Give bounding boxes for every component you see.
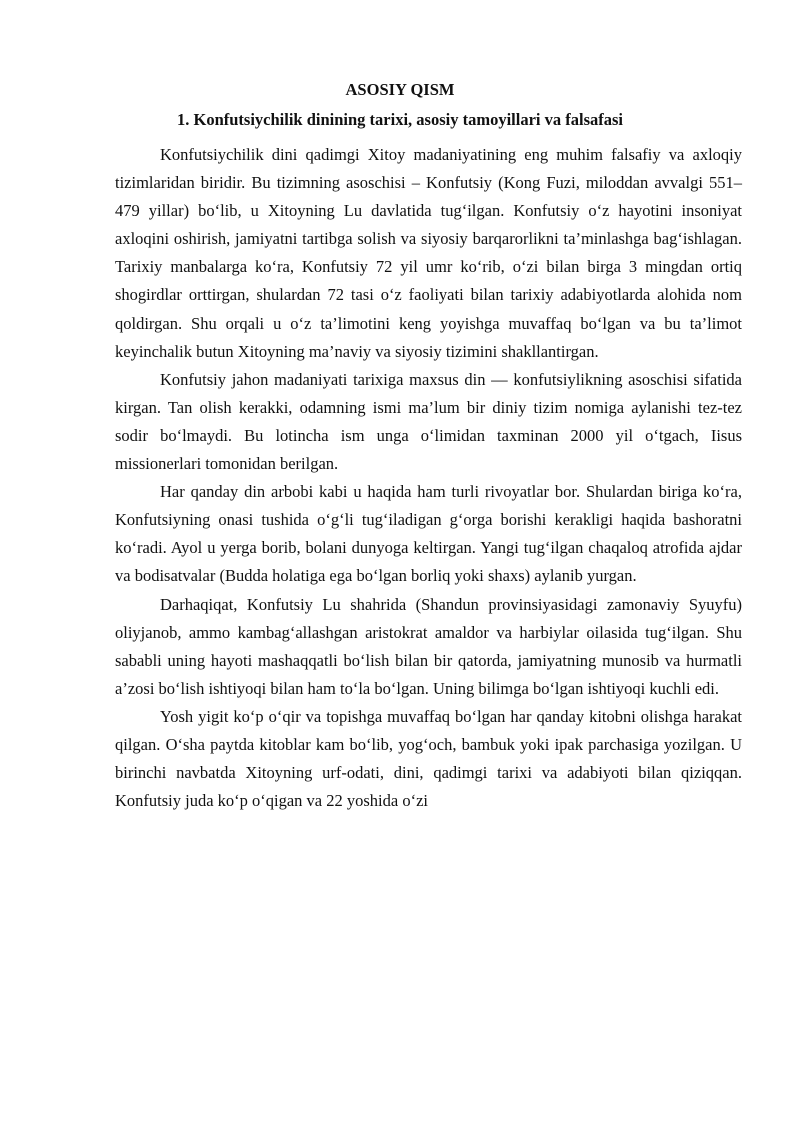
paragraph-5: Yosh yigit ko‘p o‘qir va topishga muvaffaq bo‘lgan har qanday kitobni olishga harakat qilgan. O‘sha paytda kitoblar kam bo‘lib, yog‘och, bambuk yoki ipak parchasiga yozilgan. U birinchi navbatda Xitoyning urf-odati, dini, qadimgi tarixi va adabiyoti bilan qiziqqan. Konfutsiy juda ko‘p o‘qigan va 22 yoshida o‘zi: [115, 706, 742, 811]
paragraph-3: Har qanday din arbobi kabi u haqida ham turli rivoyatlar bor. Shulardan biriga ko‘ra, Konfutsiyning onasi tushida o‘g‘li tug‘iladigan g‘orga borishi kerakligi haqida bashoratni ko‘radi. Ayol u yerga borib, bolani dunyoga keltirgan. Yangi tug‘ilgan chaqaloq atrofida ajdar va bodisatvalar (Budda holatiga ega bo‘lgan borliq yoki shaxs) aylanib yurgan.: [115, 482, 742, 586]
paragraph-1: Konfutsiychilik dini qadimgi Xitoy madaniyatining eng muhim falsafiy va axloqiy tizimlaridan biridir. Bu tizimning asoschisi – Konfutsiy (Kong Fuzi, miloddan avvalgi 551–479 yillar) bo‘lib, u Xitoyning Lu davlatida tug‘ilgan. Konfutsiy o‘z hayotini insoniyat axloqini oshirish, jamiyatni tartibga solish va siyosiy barqarorlikni ta’minlashga bag‘ishlagan. Tarixiy manbalarga ko‘ra, Konfutsiy 72 yil umr ko‘rib, o‘zi bilan birga 3 mingdan ortiq shogirdlar orttirgan, shulardan 72 tasi o‘z faoliyati bilan tarixiy adabiyotlarda alohida nom qoldirgan. Shu orqali u o‘z ta’limotini keng yoyishga muvaffaq bo‘lgan va bu ta’limot keyinchalik butun Xitoyning ma’naviy va siyosiy tizimini shakllantirgan.: [115, 145, 742, 361]
paragraph-2: Konfutsiy jahon madaniyati tarixiga maxsus din — konfutsiylikning asoschisi sifatida kirgan. Tan olish kerakki, odamning ismi ma’lum bir diniy tizim nomiga aylanishi tez-tez sodir bo‘lmaydi. Bu lotincha ism unga o‘limidan taxminan 2000 yil o‘tgach, Iisus missionerlari tomonidan berilgan.: [115, 369, 742, 474]
page-title: ASOSIY QISM: [345, 80, 455, 99]
paragraph-4: Darhaqiqat, Konfutsiy Lu shahrida (Shandun provinsiyasidagi zamonaviy Syuyfu) oliyjanob, ammo kambag‘allashgan aristokrat amaldor va harbiylar oilasida tug‘ilgan. Shu sababli uning hayoti mashaqqatli bo‘lish bilan bir qatorda, jamiyatning munosib va hurmatli a’zosi bo‘lish ishtiyoqi bilan ham to‘la bo‘lgan. Uning bilimga bo‘lgan ishtiyoqi kuchli edi.: [115, 594, 742, 698]
document-body: [115, 141, 742, 815]
section-title: 1. Konfutsiychilik dinining tarixi, asosiy tamoyillari va falsafasi: [176, 110, 623, 129]
